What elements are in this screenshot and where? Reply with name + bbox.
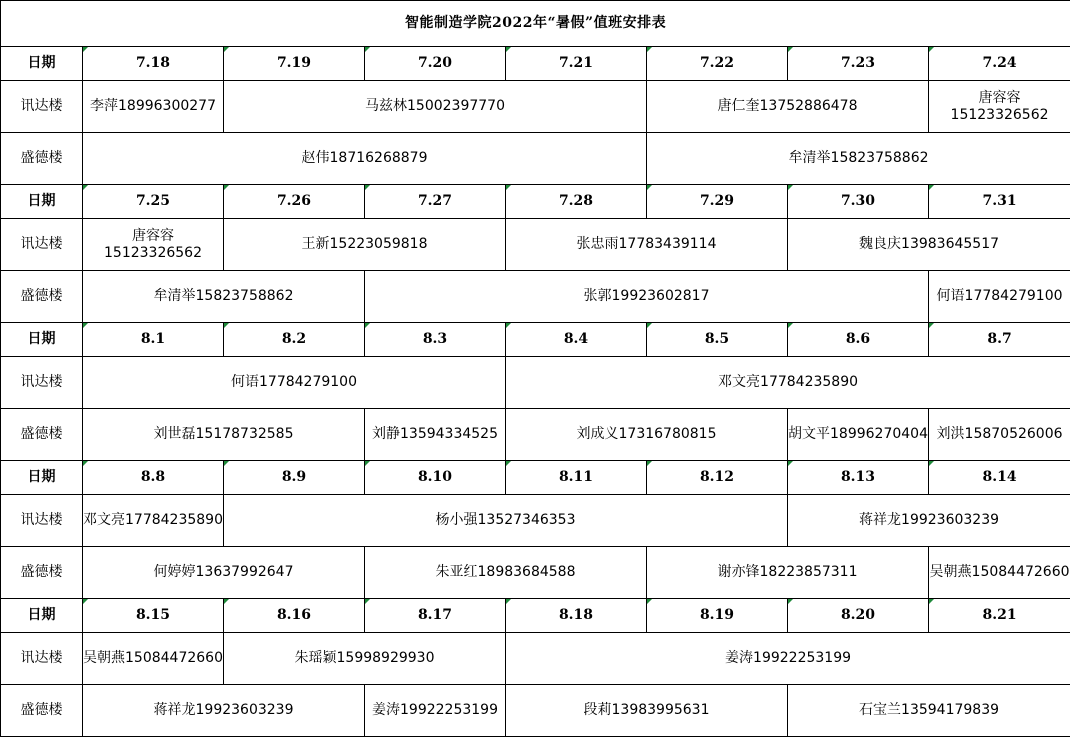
date-cell: 8.19: [647, 599, 788, 633]
duty-cell: 刘洪15870526006: [929, 409, 1070, 461]
shengde-building-row: [1, 271, 1070, 323]
duty-cell: 姜涛19922253199: [365, 685, 506, 737]
duty-cell: 刘成义17316780815: [506, 409, 788, 461]
xunda-building-row: [1, 495, 1070, 547]
duty-cell: 谢亦锋18223857311: [647, 547, 929, 599]
xunda-building-row: [1, 357, 1070, 409]
shengde-building-row: [1, 547, 1070, 599]
date-row: [1, 599, 1070, 633]
duty-cell: 刘静13594334525: [365, 409, 506, 461]
duty-cell: 吴朝燕15084472660: [929, 547, 1070, 599]
date-row: [1, 461, 1070, 495]
date-row: [1, 47, 1070, 81]
date-cell: 8.10: [365, 461, 506, 495]
date-cell: 7.19: [224, 47, 365, 81]
shengde-building-row: [1, 133, 1070, 185]
duty-cell: 牟清举15823758862: [647, 133, 1070, 185]
date-cell: 8.15: [83, 599, 224, 633]
date-cell: 8.21: [929, 599, 1070, 633]
duty-cell: 朱瑶颖15998929930: [224, 633, 506, 685]
duty-cell: 魏良庆13983645517: [788, 219, 1070, 271]
xunda-building-row: [1, 219, 1070, 271]
date-cell: 8.16: [224, 599, 365, 633]
date-cell: 8.1: [83, 323, 224, 357]
building-label: 盛德楼: [1, 685, 83, 737]
duty-cell: 姜涛19922253199: [506, 633, 1070, 685]
xunda-building-row: [1, 81, 1070, 133]
duty-cell: 刘世磊15178732585: [83, 409, 365, 461]
duty-cell: 张郭19923602817: [365, 271, 929, 323]
duty-cell: 蒋祥龙19923603239: [788, 495, 1070, 547]
building-label: 盛德楼: [1, 547, 83, 599]
duty-cell: 何语17784279100: [83, 357, 506, 409]
date-cell: 8.11: [506, 461, 647, 495]
duty-cell: 朱亚红18983684588: [365, 547, 647, 599]
duty-cell: 石宝兰13594179839: [788, 685, 1070, 737]
date-label: 日期: [1, 461, 83, 495]
date-cell: 7.21: [506, 47, 647, 81]
duty-cell: 牟清举15823758862: [83, 271, 365, 323]
date-cell: 8.14: [929, 461, 1070, 495]
duty-cell: 杨小强13527346353: [224, 495, 788, 547]
date-cell: 7.29: [647, 185, 788, 219]
duty-cell: 段莉13983995631: [506, 685, 788, 737]
date-cell: 7.23: [788, 47, 929, 81]
schedule-title: 智能制造学院2022年“暑假”值班安排表: [1, 1, 1070, 47]
duty-cell: 何婷婷13637992647: [83, 547, 365, 599]
date-cell: 8.18: [506, 599, 647, 633]
duty-cell: 吴朝燕15084472660: [83, 633, 224, 685]
building-label: 讯达楼: [1, 219, 83, 271]
date-cell: 7.27: [365, 185, 506, 219]
duty-cell: 蒋祥龙19923603239: [83, 685, 365, 737]
date-cell: 7.26: [224, 185, 365, 219]
date-cell: 8.2: [224, 323, 365, 357]
duty-cell: 邓文亮17784235890: [83, 495, 224, 547]
duty-cell: 马兹林15002397770: [224, 81, 647, 133]
date-cell: 8.8: [83, 461, 224, 495]
date-cell: 8.20: [788, 599, 929, 633]
date-label: 日期: [1, 599, 83, 633]
date-cell: 8.3: [365, 323, 506, 357]
date-label: 日期: [1, 185, 83, 219]
date-cell: 7.20: [365, 47, 506, 81]
date-label: 日期: [1, 323, 83, 357]
duty-cell: 李萍18996300277: [83, 81, 224, 133]
duty-cell: 张忠雨17783439114: [506, 219, 788, 271]
date-cell: 7.25: [83, 185, 224, 219]
date-row: [1, 185, 1070, 219]
date-cell: 8.13: [788, 461, 929, 495]
date-cell: 8.6: [788, 323, 929, 357]
building-label: 盛德楼: [1, 133, 83, 185]
xunda-building-row: [1, 633, 1070, 685]
date-cell: 7.31: [929, 185, 1070, 219]
building-label: 讯达楼: [1, 357, 83, 409]
date-row: [1, 323, 1070, 357]
shengde-building-row: [1, 685, 1070, 737]
date-cell: 8.17: [365, 599, 506, 633]
date-cell: 8.4: [506, 323, 647, 357]
shengde-building-row: [1, 409, 1070, 461]
date-cell: 7.24: [929, 47, 1070, 81]
date-cell: 7.30: [788, 185, 929, 219]
building-label: 盛德楼: [1, 271, 83, 323]
duty-cell: 赵伟18716268879: [83, 133, 647, 185]
duty-cell: 唐容容 15123326562: [929, 81, 1070, 133]
date-cell: 8.9: [224, 461, 365, 495]
duty-cell: 何语17784279100: [929, 271, 1070, 323]
date-cell: 7.28: [506, 185, 647, 219]
date-cell: 8.5: [647, 323, 788, 357]
date-cell: 8.7: [929, 323, 1070, 357]
building-label: 讯达楼: [1, 495, 83, 547]
date-cell: 7.18: [83, 47, 224, 81]
duty-cell: 邓文亮17784235890: [506, 357, 1070, 409]
date-cell: 8.12: [647, 461, 788, 495]
duty-cell: 王新15223059818: [224, 219, 506, 271]
duty-cell: 唐容容 15123326562: [83, 219, 224, 271]
building-label: 讯达楼: [1, 633, 83, 685]
building-label: 盛德楼: [1, 409, 83, 461]
date-label: 日期: [1, 47, 83, 81]
building-label: 讯达楼: [1, 81, 83, 133]
duty-cell: 胡文平18996270404: [788, 409, 929, 461]
duty-cell: 唐仁奎13752886478: [647, 81, 929, 133]
date-cell: 7.22: [647, 47, 788, 81]
